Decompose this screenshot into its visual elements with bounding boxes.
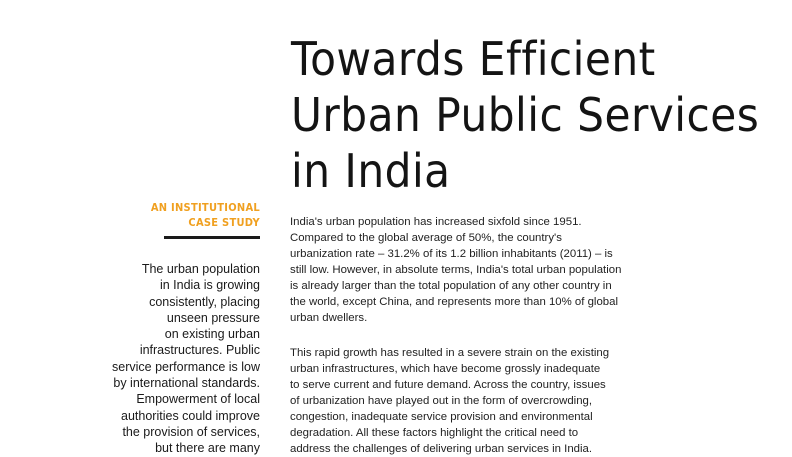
sidebar-line: on existing urban bbox=[164, 327, 260, 342]
title-line: in India bbox=[291, 143, 451, 198]
sidebar-line: authorities could improve bbox=[121, 408, 260, 423]
body-line: congestion, inadequate service provision and environmental bbox=[290, 411, 593, 423]
title-line: Towards Efficient bbox=[291, 31, 656, 86]
sidebar-line: infrastructures. Public bbox=[139, 343, 260, 358]
body-line: still low. However, in absolute terms, India's total urban population bbox=[290, 264, 622, 276]
paragraph bbox=[290, 214, 635, 326]
section-label-line: CASE STUDY bbox=[188, 216, 260, 229]
sidebar-line: service performance is low bbox=[112, 359, 260, 374]
body-line: to serve current and future demand. Across the country, issues bbox=[290, 379, 606, 391]
sidebar-line: but there are many bbox=[155, 441, 260, 456]
section-label-line: AN INSTITUTIONAL bbox=[150, 201, 260, 214]
sidebar-summary bbox=[100, 261, 260, 457]
sidebar-line: Empowerment of local bbox=[136, 392, 260, 407]
sidebar-line: in India is growing bbox=[159, 278, 260, 293]
body-line: Compared to the global average of 50%, the country's bbox=[290, 232, 562, 244]
sidebar-line: unseen pressure bbox=[166, 310, 260, 325]
body-line: urban dwellers. bbox=[290, 312, 368, 324]
body-line: India's urban population has increased sixfold since 1951. bbox=[290, 216, 582, 228]
body-line: degradation. All these factors highlight the critical need to bbox=[290, 427, 579, 439]
body-line: is already larger than the total population of any other country in bbox=[290, 280, 612, 292]
label-divider bbox=[164, 236, 260, 239]
article-body bbox=[290, 214, 635, 457]
section-label bbox=[134, 200, 260, 230]
body-line: the world, except China, and represents more than 10% of global bbox=[290, 296, 618, 308]
title-line: Urban Public Services bbox=[291, 87, 760, 142]
body-line: urban infrastructures, which have become grossly inadequate bbox=[290, 363, 601, 375]
paragraph bbox=[290, 345, 635, 457]
body-line: of urbanization have played out in the form of overcrowding, bbox=[290, 395, 593, 407]
sidebar-line: consistently, placing bbox=[149, 294, 260, 309]
sidebar-line: the provision of services, bbox=[122, 424, 260, 439]
body-line: This rapid growth has resulted in a severe strain on the existing bbox=[290, 347, 610, 359]
body-line: address the challenges of delivering urban services in India. bbox=[290, 443, 593, 455]
sidebar-line: by international standards. bbox=[113, 376, 260, 391]
sidebar-line: The urban population bbox=[141, 262, 260, 276]
body-line: urbanization rate – 31.2% of its 1.2 billion inhabitants (2011) – is bbox=[290, 248, 613, 260]
article-title bbox=[291, 31, 760, 199]
